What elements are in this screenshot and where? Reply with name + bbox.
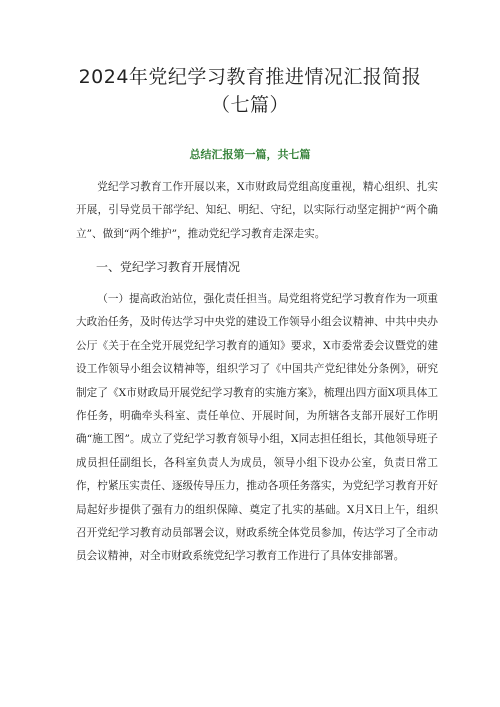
section-heading: 一、党纪学习教育开展情况 [96,260,241,274]
document-title-line1: 2024年党纪学习教育推进情况汇报简报 [78,66,422,88]
section-paragraph: （一）提高政治站位，强化责任担当。局党组将党纪学习教育作为一项重大政治任务，及时传达学习中央党的建设工作领导小组会议精神、中共中央办公厅《关于在全党开展党纪学习教育的通知》要求，X市委常委会议暨党的建设工作领导小组会议精神等，组织学习了《中国共产党纪律处分条例》，研究制定了《X市财政局开展党纪学习教育的实施方案》，梳理出四方面X项具体工作任务，明确牵头科室、责任单位、开展时间，为所辖各支部开展好工作明确“施工图”。成立了党纪学习教育领导小组，X同志担任组长，其他领导班子成员担任副组长，各科室负责人为成员，领导小组下设办公室，负责日常工作，柠紧压实责任、逐级传导压力，推动各项任务落实，为党纪学习教育开好局起好步提供了强有力的组织保障、奠定了扎实的基础。X月X日上午，组织召开党纪学习教育动员部署会议，财政系统全体党员参加，传达学习了全市动员会议精神，对全市财政系统党纪学习教育工作进行了具体安排部署。 [76,293,438,563]
document-title-line2: （七篇） [210,94,289,116]
intro-paragraph: 党纪学习教育工作开展以来，X市财政局党组高度重视，精心组织、扎实开展，引导党员干部学纪、知纪、明纪、守纪，以实际行动坚定拥护“两个确立”、做到“两个维护”，推动党纪学习教育走深走实。 [76,181,438,240]
document-subtitle: 总结汇报第一篇，共七篇 [189,148,311,161]
